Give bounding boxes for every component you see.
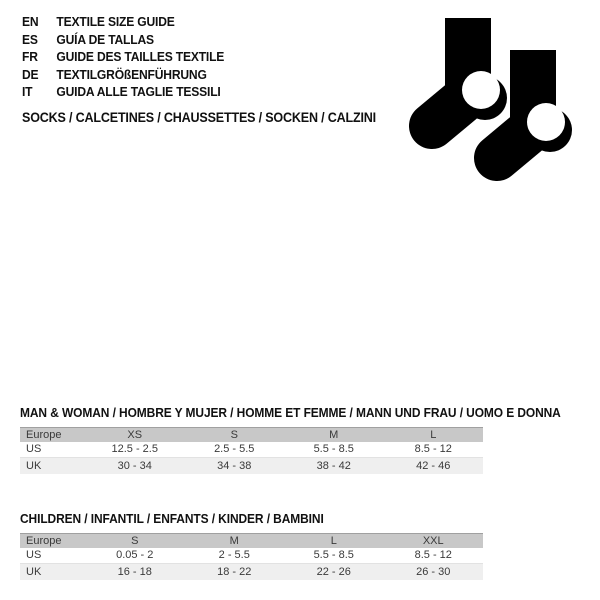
table-title: MAN & WOMAN / HOMBRE Y MUJER / HOMME ET FEMME / MANN UND FRAU / UOMO E DONNA: [20, 405, 561, 420]
size-value: 38 - 42: [316, 459, 351, 472]
language-code: IT: [22, 84, 33, 100]
size-value: 5.5 - 8.5: [313, 549, 354, 562]
size-value: 16 - 18: [117, 565, 152, 578]
language-code: EN: [22, 14, 39, 30]
language-label: GUIDA ALLE TAGLIE TESSILI: [56, 84, 221, 100]
region-label: UK: [26, 459, 42, 472]
language-code: FR: [22, 49, 38, 65]
column-header-region: Europe: [26, 534, 62, 547]
column-header-size: M: [229, 534, 239, 547]
language-row: [22, 83, 224, 101]
language-label: GUÍA DE TALLAS: [56, 31, 154, 47]
size-table-grid: [20, 533, 483, 580]
language-row: [22, 31, 224, 49]
table-row: [20, 564, 483, 580]
size-value: 8.5 - 12: [414, 549, 452, 562]
column-header-size: S: [131, 534, 139, 547]
language-label: TEXTILGRÖßENFÜHRUNG: [56, 66, 207, 82]
size-value: 2 - 5.5: [218, 549, 250, 562]
column-header-region: Europe: [26, 428, 62, 441]
language-row: [22, 48, 224, 66]
language-code: ES: [22, 31, 38, 47]
table-row: [20, 442, 483, 458]
size-table-children: [20, 511, 483, 580]
size-value: 22 - 26: [316, 565, 351, 578]
language-row: [22, 13, 224, 31]
sock-right-shape: [497, 50, 572, 158]
region-label: US: [26, 443, 42, 456]
table-header-row: [20, 534, 483, 548]
column-header-size: S: [230, 428, 238, 441]
size-table-man-woman: [20, 405, 561, 474]
socks-icon: [402, 8, 582, 188]
size-value: 5.5 - 8.5: [313, 443, 354, 456]
sock-left-shape: [432, 18, 507, 126]
language-label: GUIDE DES TAILLES TEXTILE: [56, 49, 225, 65]
size-table-grid: [20, 427, 483, 474]
language-code: DE: [22, 66, 39, 82]
column-header-size: XXL: [422, 534, 444, 547]
language-row: [22, 66, 224, 84]
language-list: [22, 13, 224, 101]
column-header-size: XS: [127, 428, 143, 441]
size-value: 8.5 - 12: [414, 443, 452, 456]
region-label: US: [26, 549, 42, 562]
table-title: CHILDREN / INFANTIL / ENFANTS / KINDER / BAMBINI: [20, 511, 324, 526]
region-label: UK: [26, 565, 42, 578]
size-value: 42 - 46: [416, 459, 451, 472]
size-value: 12.5 - 2.5: [111, 443, 158, 456]
size-value: 0.05 - 2: [116, 549, 154, 562]
language-label: TEXTILE SIZE GUIDE: [56, 14, 175, 30]
size-value: 26 - 30: [416, 565, 451, 578]
size-value: 2.5 - 5.5: [214, 443, 255, 456]
size-value: 30 - 34: [117, 459, 152, 472]
category-heading: SOCKS / CALCETINES / CHAUSSETTES / SOCKEN / CALZINI: [22, 110, 376, 125]
column-header-size: L: [430, 428, 437, 441]
size-value: 18 - 22: [217, 565, 252, 578]
table-row: [20, 458, 483, 474]
column-header-size: L: [330, 534, 337, 547]
column-header-size: M: [329, 428, 339, 441]
table-header-row: [20, 428, 483, 442]
size-value: 34 - 38: [217, 459, 252, 472]
table-row: [20, 548, 483, 564]
